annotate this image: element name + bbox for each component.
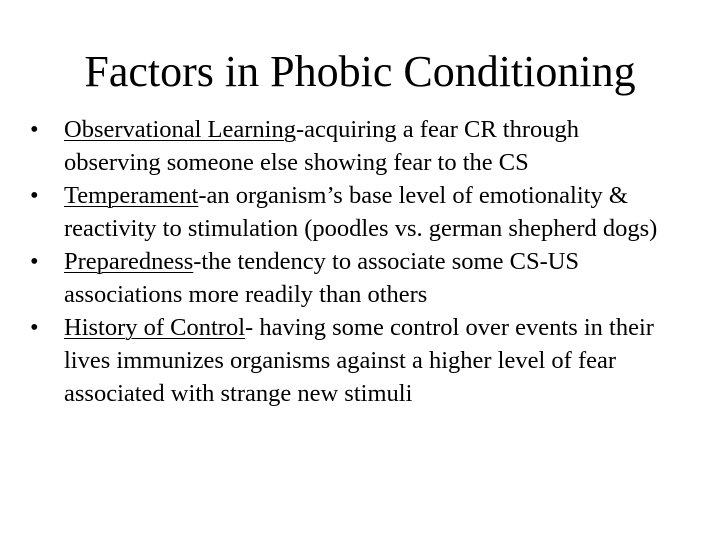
bullet-term: History of Control bbox=[64, 314, 246, 341]
bullet-text: -the tendency to associate some CS-US associations more readily than others bbox=[64, 248, 580, 308]
bullet-term: Preparedness bbox=[64, 248, 194, 275]
bullet-term: Temperament bbox=[64, 182, 199, 209]
bullet-list bbox=[30, 113, 680, 410]
bullet-text: -acquiring a fear CR through observing someone else showing fear to the CS bbox=[64, 116, 580, 176]
bullet-item-observational-learning bbox=[30, 113, 680, 179]
bullet-text: -an organism’s base level of emotionality & reactivity to stimulation (poodles vs. german shepherd dogs) bbox=[64, 182, 658, 242]
bullet-item-preparedness bbox=[30, 245, 680, 311]
bullet-icon: • bbox=[30, 314, 39, 341]
bullet-item-temperament bbox=[30, 179, 680, 245]
bullet-icon: • bbox=[30, 248, 39, 275]
bullet-text: - having some control over events in their lives immunizes organisms against a higher level of fear associated with strange new stimuli bbox=[64, 314, 654, 407]
bullet-icon: • bbox=[30, 182, 39, 209]
slide-title: Factors in Phobic Conditioning bbox=[84, 47, 636, 96]
bullet-icon: • bbox=[30, 116, 39, 143]
bullet-item-history-of-control bbox=[30, 311, 680, 410]
bullet-term: Observational Learning bbox=[64, 116, 296, 143]
